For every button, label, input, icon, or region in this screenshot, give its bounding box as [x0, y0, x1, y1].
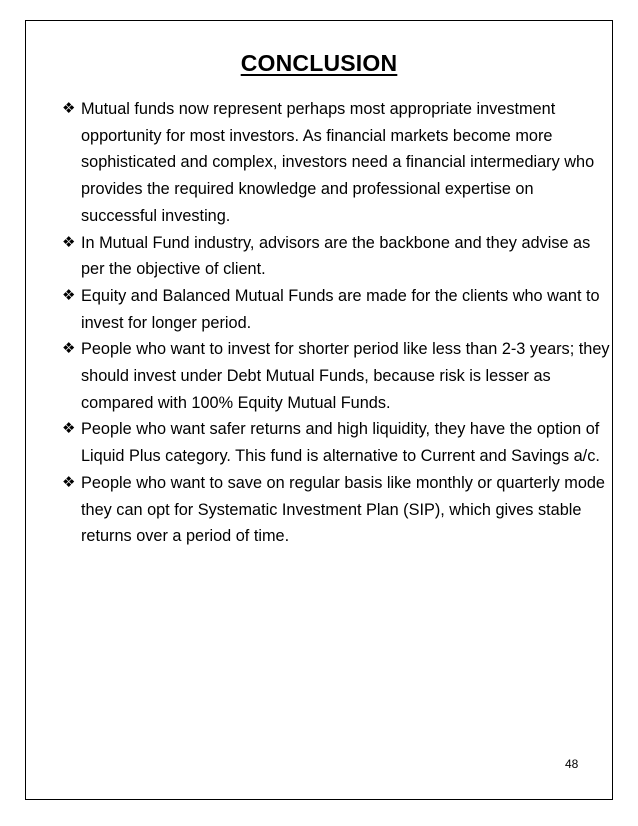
bullet-item-1: [62, 96, 610, 230]
four-diamond-bullet-icon: ❖: [62, 340, 76, 358]
conclusion-bullet-list: [62, 96, 610, 550]
four-diamond-bullet-icon: ❖: [62, 286, 76, 304]
bullet-text: People who want to save on regular basis like monthly or quarterly mode they can opt for Systematic Investment Plan (SIP), which gives stable returns over a period of time.: [81, 473, 605, 546]
bullet-text: Mutual funds now represent perhaps most appropriate investment opportunity for most investors. As financial markets become more sophisticated and complex, investors need a financial intermediary who provides the required knowledge and professional expertise on successful investing.: [81, 100, 595, 225]
page-number: 48: [565, 757, 579, 771]
four-diamond-bullet-icon: ❖: [62, 100, 76, 117]
bullet-text: Equity and Balanced Mutual Funds are made for the clients who want to invest for longer period.: [81, 286, 600, 332]
page-title: CONCLUSION: [240, 50, 398, 76]
bullet-item-6: [62, 470, 610, 550]
four-diamond-bullet-icon: ❖: [62, 233, 76, 251]
bullet-item-5: [62, 416, 610, 469]
bullet-item-2: [62, 230, 610, 283]
four-diamond-bullet-icon: ❖: [62, 473, 76, 491]
four-diamond-bullet-icon: ❖: [62, 420, 76, 438]
bullet-text: In Mutual Fund industry, advisors are the backbone and they advise as per the objective of client.: [81, 233, 591, 279]
bullet-text: People who want safer returns and high liquidity, they have the option of Liquid Plus category. This fund is alternative to Current and Savings a/c.: [81, 420, 600, 466]
bullet-item-4: [62, 336, 610, 416]
bullet-item-3: [62, 283, 610, 336]
bullet-text: People who want to invest for shorter period like less than 2-3 years; they should invest under Debt Mutual Funds, because risk is lesser as compared with 100% Equity Mutual Funds.: [81, 340, 610, 412]
